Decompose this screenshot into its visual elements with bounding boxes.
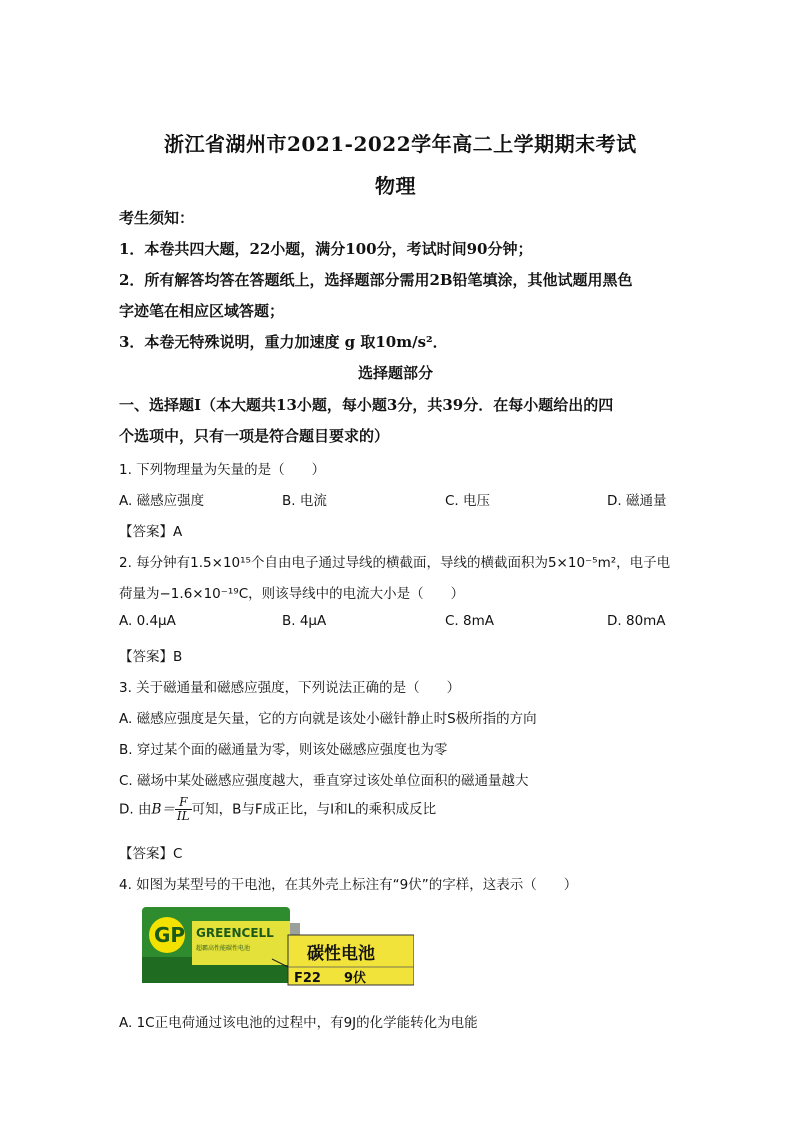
q3-formula-numerator: F: [175, 796, 192, 810]
q2-stem-line1: 2. 每分钟有1.5×10¹⁵个自由电子通过导线的横截面，导线的横截面积为5×10⁻⁵m²，电子电: [119, 555, 671, 571]
q3-option-c: C. 磁场中某处磁感应强度越大，垂直穿过该处单位面积的磁通量越大: [119, 773, 529, 789]
subject-title: 物理: [375, 174, 416, 198]
brand-text: GP: [154, 923, 186, 947]
q3-option-d-suffix: 可知，B与F成正比，与I和L的乘积成反比: [191, 801, 437, 818]
q1-answer: 【答案】A: [119, 524, 183, 540]
q2-option-a: A. 0.4μA: [119, 613, 176, 629]
label-chinese-text: 碳性电池: [307, 944, 375, 964]
q3-formula-fraction: [175, 796, 192, 823]
page-title: 浙江省湖州市2021-2022学年高二上学期期末考试: [164, 132, 637, 156]
battery-image: [142, 905, 414, 987]
model-text: F22: [294, 971, 321, 986]
notice-item-3: 3．本卷无特殊说明，重力加速度 g 取10m/s²．: [119, 333, 448, 351]
q1-stem: 1. 下列物理量为矢量的是（ ）: [119, 462, 326, 478]
q3-answer: 【答案】C: [119, 846, 183, 862]
notice-item-1: 1．本卷共四大题，22小题，满分100分，考试时间90分钟；: [119, 240, 533, 258]
battery-small-text: 超霸高性能碳性电池: [196, 945, 251, 952]
notice-heading: 考生须知：: [119, 209, 195, 227]
part1-instructions-line2: 个选项中，只有一项是符合题目要求的）: [119, 427, 390, 445]
q2-option-d: D. 80mA: [607, 613, 666, 629]
notice-item-2-cont: 字迹笔在相应区域答题；: [119, 302, 285, 320]
q3-option-a: A. 磁感应强度是矢量，它的方向就是该处小磁针静止时S极所指的方向: [119, 711, 537, 727]
q1-option-a: A. 磁感应强度: [119, 493, 205, 509]
q2-option-c: C. 8mA: [445, 613, 494, 629]
q4-option-a: A. 1C正电荷通过该电池的过程中，有9J的化学能转化为电能: [119, 1015, 478, 1031]
q2-option-b: B. 4μA: [282, 613, 327, 629]
q3-formula-denominator: IL: [176, 809, 190, 823]
product-line-text: GREENCELL: [196, 926, 274, 940]
q2-answer: 【答案】B: [119, 649, 183, 665]
q3-option-b: B. 穿过某个面的磁通量为零，则该处磁感应强度也为零: [119, 742, 448, 758]
battery-illustration: [142, 905, 414, 987]
q1-option-b: B. 电流: [282, 493, 327, 509]
voltage-text: 9伏: [344, 971, 367, 986]
q3-formula-lhs: B＝: [151, 801, 175, 818]
q1-option-c: C. 电压: [445, 493, 491, 509]
notice-item-2: 2．所有解答均答在答题纸上，选择题部分需用2B铅笔填涂，其他试题用黑色: [119, 271, 633, 289]
q3-option-d-prefix: D. 由: [119, 801, 152, 818]
section-title: 选择题部分: [358, 364, 434, 382]
q4-stem: 4. 如图为某型号的干电池，在其外壳上标注有“9伏”的字样，这表示（ ）: [119, 877, 578, 893]
part1-instructions-line1: 一、选择题Ⅰ（本大题共13小题，每小题3分，共39分．在每小题给出的四: [119, 396, 614, 414]
q3-stem: 3. 关于磁通量和磁感应强度，下列说法正确的是（ ）: [119, 680, 461, 696]
q2-stem-line2: 荷量为−1.6×10⁻¹⁹C，则该导线中的电流大小是（ ）: [119, 586, 465, 602]
q3-option-d: [119, 796, 436, 823]
q1-option-d: D. 磁通量: [607, 493, 667, 509]
